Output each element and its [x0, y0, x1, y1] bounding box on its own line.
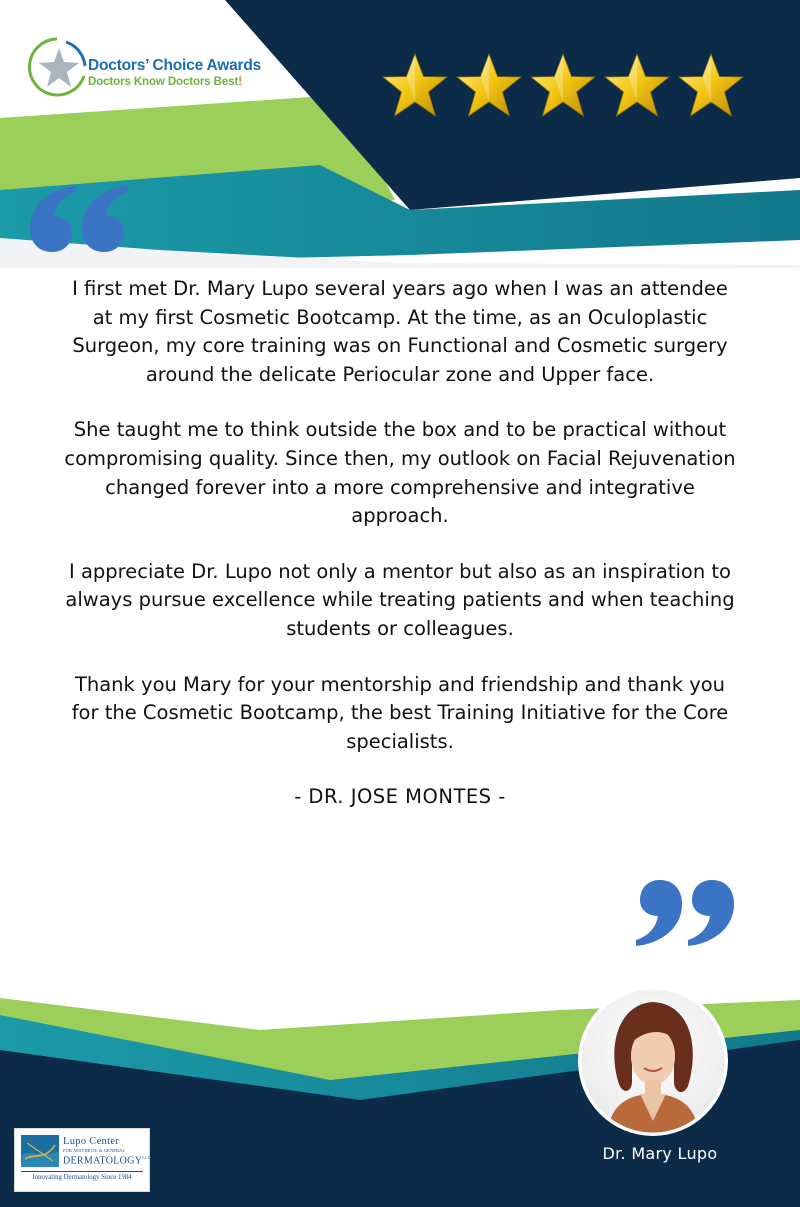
award-tagline: Doctors Know Doctors Best!	[88, 76, 242, 88]
star-icon	[528, 52, 598, 152]
testimonial-signature: - DR. JOSE MONTES -	[294, 785, 506, 809]
star-icon	[454, 52, 524, 152]
clinic-name: Lupo Center	[63, 1136, 120, 1147]
doctor-portrait	[578, 986, 728, 1136]
testimonial-paragraph: Thank you Mary for your mentorship and friendship and thank you for the Cosmetic Bootcamp, the best Training Initiative for the Core specialists.	[71, 672, 729, 753]
clinic-logo-divider	[21, 1171, 143, 1172]
close-quote-icon	[632, 872, 742, 952]
open-quote-icon	[24, 180, 134, 260]
testimonial-text	[60, 275, 740, 839]
star-icon	[380, 52, 450, 152]
testimonial-paragraph: She taught me to think outside the box and to be practical without compromising quality. Since then, my outlook on Facial Rejuvenation changed forever into a more comprehensive and integrative approach.	[64, 418, 736, 528]
testimonial-paragraph: I first met Dr. Mary Lupo several years ago when I was an attendee at my first Cosmetic Bootcamp. At the time, as an Oculoplastic Surgeon, my core training was on Functional and Cosmetic surgery around the delicate Periocular zone and Upper face.	[72, 277, 728, 386]
testimonial-paragraph: I appreciate Dr. Lupo not only a mentor but also as an inspiration to always pursue excellence while treating patients and when teaching students or colleagues.	[65, 559, 735, 640]
lupo-emblem-icon	[21, 1135, 59, 1167]
five-star-rating	[380, 52, 752, 152]
star-icon	[676, 52, 746, 152]
clinic-subtitle: FOR AESTHETIC & GENERAL	[63, 1148, 126, 1153]
doctors-choice-awards-logo	[26, 34, 276, 106]
lupo-center-logo	[14, 1128, 150, 1192]
portrait-caption: Dr. Mary Lupo	[602, 1144, 718, 1163]
award-name: Doctors’ Choice Awards	[88, 57, 262, 74]
clinic-specialty: $DERMATOLOGY^{LLC}$	[63, 1155, 151, 1167]
award-star-icon	[26, 36, 88, 98]
star-icon	[602, 52, 672, 152]
clinic-tagline: Innovating Dermatology Since 1984	[32, 1174, 132, 1181]
